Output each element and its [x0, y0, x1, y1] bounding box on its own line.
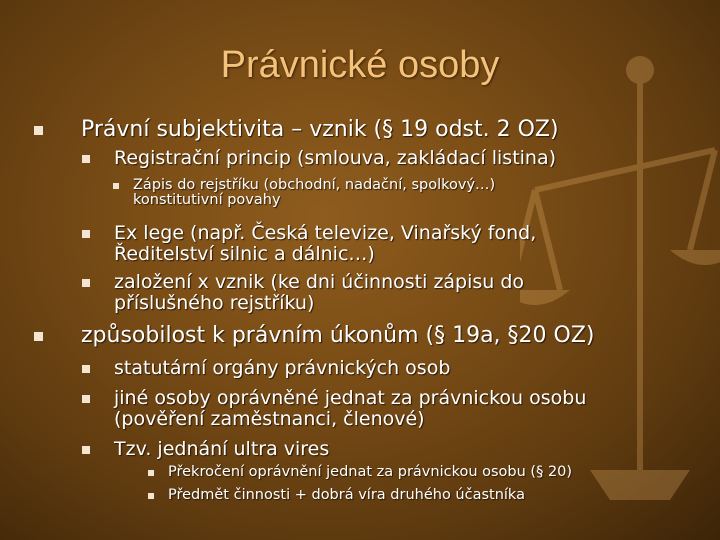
bullet-text: založení x vznik (ke dni účinnosti zápisu do příslušného rejstříku): [114, 271, 525, 314]
bullet-text: Právní subjektivita – vznik (§ 19 odst. 2 OZ): [81, 117, 559, 142]
bullet-text: statutární orgány právnických osob: [114, 357, 451, 379]
square-bullet-icon: [82, 155, 90, 163]
bullet-item: [34, 324, 694, 348]
square-bullet-icon: [34, 126, 43, 135]
square-bullet-icon: [82, 446, 90, 454]
bullet-text: jiné osoby oprávněné jednat za právnickou osobu (pověření zaměstnanci, členové): [114, 387, 587, 430]
slide-title: Právnické osoby: [220, 44, 500, 86]
square-bullet-icon: [82, 279, 90, 287]
square-bullet-icon: [148, 470, 154, 476]
bullet-text: způsobilost k právním úkonům (§ 19a, §20 OZ): [81, 323, 595, 348]
square-bullet-icon: [34, 332, 43, 341]
bullet-item: [113, 178, 583, 208]
bullet-item: [148, 465, 668, 480]
bullet-item: [82, 223, 592, 265]
square-bullet-icon: [82, 395, 90, 403]
bullet-text: Předmět činnosti + dobrá víra druhého účastníka: [168, 487, 525, 503]
bullet-text: Překročení oprávnění jednat za právnickou osobu (§ 20): [168, 464, 573, 480]
bullet-item: [82, 439, 642, 460]
square-bullet-icon: [148, 493, 154, 499]
square-bullet-icon: [82, 230, 90, 238]
bullet-text: Tzv. jednání ultra vires: [114, 438, 330, 460]
bullet-item: [148, 488, 668, 503]
bullet-item: [82, 388, 652, 430]
bullet-item: [82, 358, 682, 379]
bullet-text: Registrační princip (smlouva, zakládací listina): [114, 147, 557, 169]
bullet-text: Ex lege (např. Česká televize, Vinařský fond, Ředitelství silnic a dálnic…): [114, 222, 537, 265]
square-bullet-icon: [113, 183, 119, 189]
bullet-item: [34, 118, 674, 142]
bullet-text: Zápis do rejstříku (obchodní, nadační, spolkový…) konstitutivní povahy: [133, 177, 496, 208]
bullet-item: [82, 148, 682, 169]
square-bullet-icon: [82, 365, 90, 373]
bullet-item: [82, 272, 582, 314]
